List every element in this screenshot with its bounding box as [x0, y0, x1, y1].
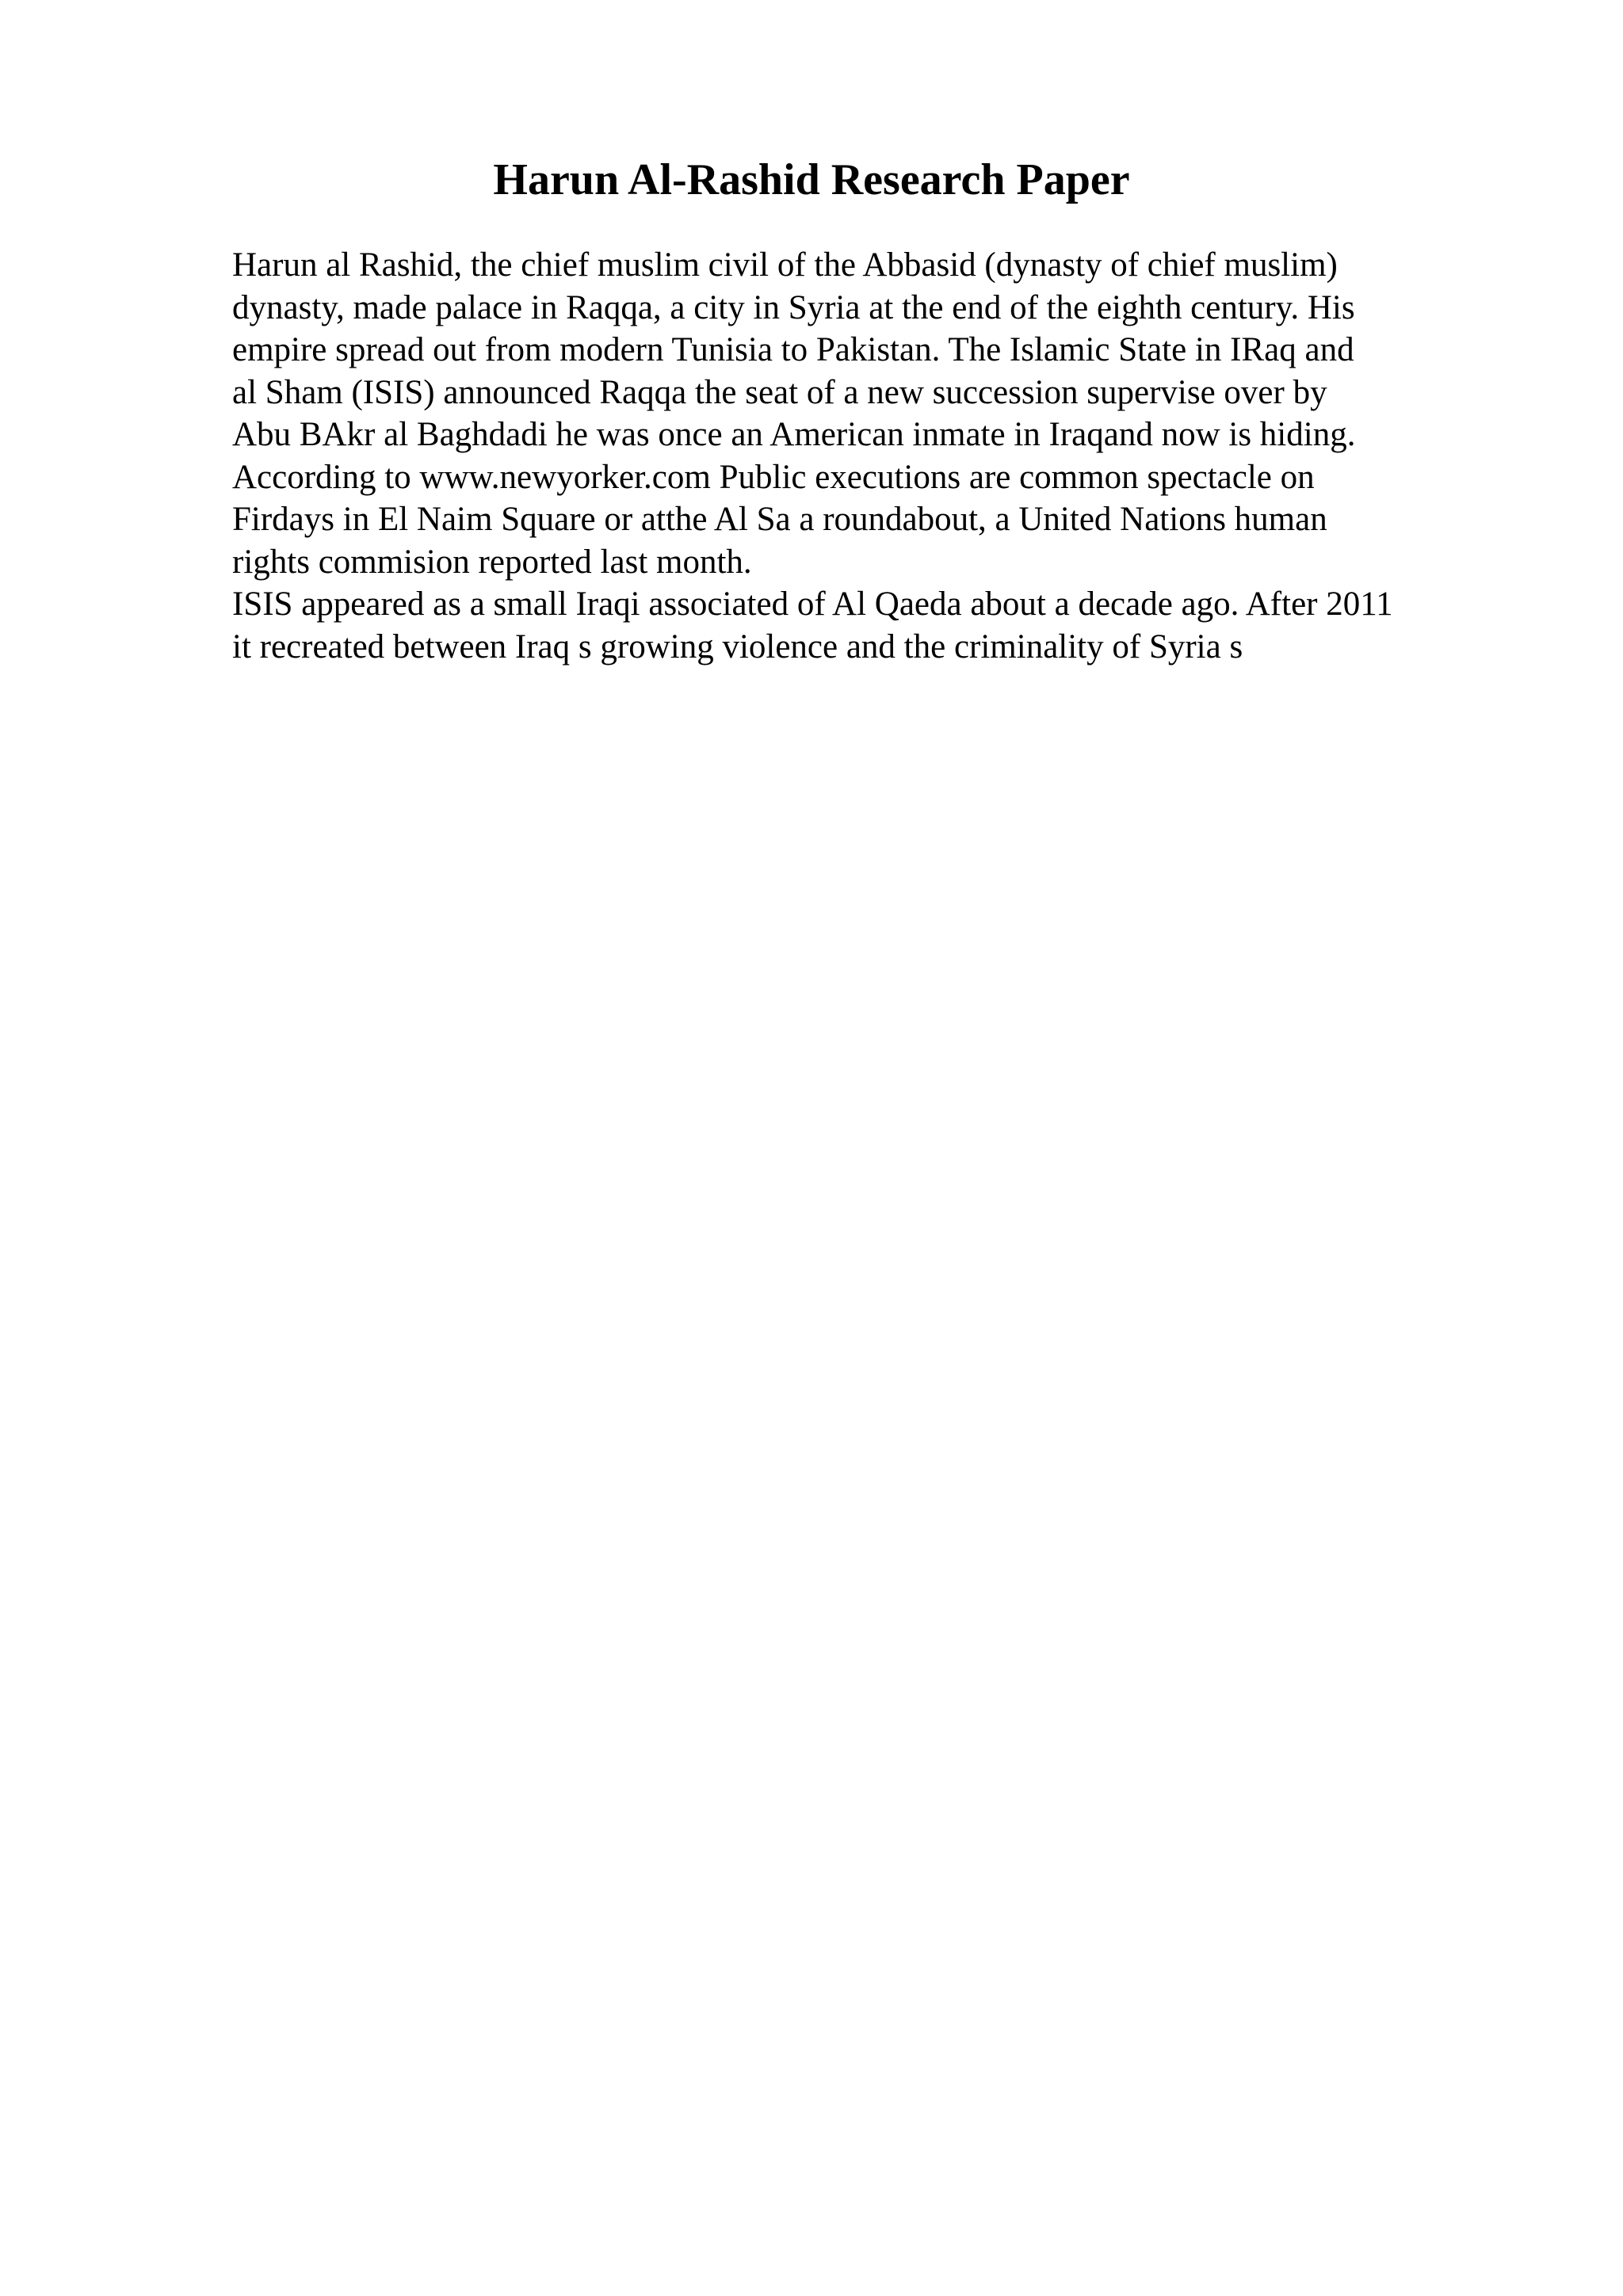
text-line: empire spread out from modern Tunisia to Pakistan. The Islamic State in IRaq and — [232, 331, 1354, 368]
text-line: dynasty, made palace in Raqqa, a city in Syria at the end of the eighth century. His — [232, 288, 1355, 326]
text-line: al Sham (ISIS) announced Raqqa the seat of a new succession supervise over by — [232, 373, 1327, 411]
body-text — [232, 244, 1516, 668]
text-line: Firdays in El Naim Square or atthe Al Sa a roundabout, a United Nations human — [232, 501, 1327, 538]
text-line: ISIS appeared as a small Iraqi associated of Al Qaeda about a decade ago. After 2011 — [232, 585, 1393, 623]
text-line: it recreated between Iraq s growing violence and the criminality of Syria s — [232, 627, 1243, 666]
text-line: Harun al Rashid, the chief muslim civil of the Abbasid (dynasty of chief muslim) — [232, 246, 1338, 284]
text-line: rights commision reported last month. — [232, 543, 752, 581]
page-title: Harun Al-Rashid Research Paper — [493, 155, 1130, 204]
text-line: Abu BAkr al Baghdadi he was once an American inmate in Iraqand now is hiding. — [232, 416, 1356, 453]
text-line: According to www.newyorker.com Public executions are common spectacle on — [232, 458, 1315, 496]
